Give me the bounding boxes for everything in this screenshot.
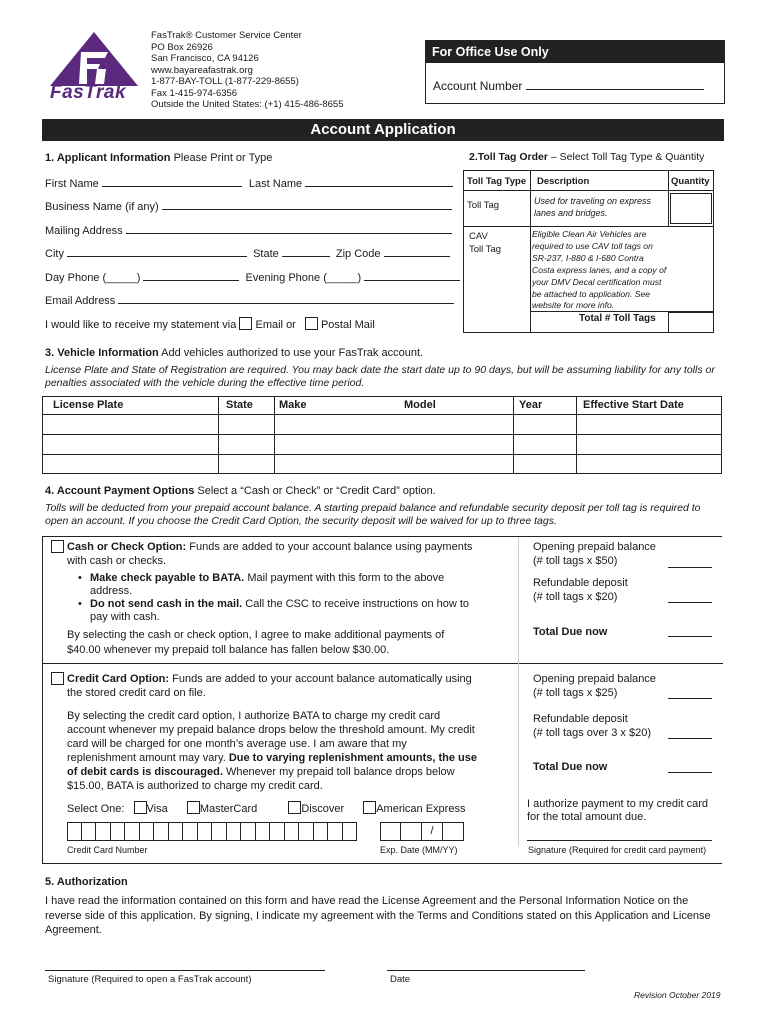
first-name-label: First Name [45,178,99,190]
col-effective-start-date: Effective Start Date [583,399,684,411]
mastercard-checkbox[interactable] [187,801,200,814]
page-title: Account Application [42,119,724,141]
first-name-field[interactable] [102,176,242,187]
cash-total-field[interactable] [668,626,712,637]
authorization-date-label: Date [390,974,411,985]
row2-type-cav: CAV [469,231,488,242]
city-field[interactable] [67,246,247,257]
vehicle-row-1[interactable] [43,415,721,434]
business-name-field[interactable] [162,199,452,210]
last-name-label: Last Name [248,178,303,190]
row2-quantity-field[interactable] [668,226,713,313]
cc-signature-line[interactable] [527,840,712,841]
toll-tag-table [463,170,714,333]
statement-mail-label: Postal Mail [320,319,375,331]
col-year: Year [519,399,543,411]
section5-title: 5. Authorization [45,876,128,888]
contact-block [151,30,381,111]
account-number-field[interactable] [526,79,704,90]
credit-card-checkbox[interactable] [51,672,64,685]
exp-date-boxes[interactable] [380,822,464,841]
col-toll-tag-type: Toll Tag Type [467,176,527,187]
city-line: San Francisco, CA 94126 [151,53,259,64]
authorization-signature-label: Signature (Required to open a FasTrak account) [48,974,252,985]
cash-total-label: Total Due now [533,626,608,638]
cc-deposit-formula: (# toll tags over 3 x $20) [533,726,652,739]
discover-label: Discover [301,803,345,815]
cc-authorization-text: By selecting the credit card option, I authorize BATA to charge my credit card account whenever my prepaid balance drops below the threshold amount. My credit card will be charged for one month’s average use. I am aware that my replenishment amount may vary. Due to varying replenishment amounts, the use of debit cards is discouraged. Whenever my prepaid toll balance drops below $15.00, BATA is authorized to charge my credit card. [67,710,477,793]
cash-deposit-field[interactable] [668,592,712,603]
vehicle-row-3[interactable] [43,455,721,473]
evening-phone-field[interactable] [364,270,460,281]
visa-label: Visa [146,803,168,815]
col-model: Model [404,399,436,411]
section4-subtitle: Select a “Cash or Check” or “Credit Card” option. [197,485,436,497]
email-field[interactable] [118,293,454,304]
cc-number-label: Credit Card Number [67,845,148,855]
account-number-label: Account Number [433,79,523,93]
authorization-date-line[interactable] [387,970,585,971]
row2-description: Eligible Clean Air Vehicles are required to use CAV toll tags on SR-237, I-880 & I-680 Contra Costa express lanes, and a copy of your DMV Decal certification must be attached to application. See website for more info. [532,229,667,311]
cash-option-text: Funds are added to your account balance using payments with cash or checks. [67,541,473,567]
cc-number-boxes[interactable] [67,822,357,841]
mastercard-label: MasterCard [199,803,258,815]
cc-opening-label: Opening prepaid balance [533,673,656,685]
row2-type-tag: Toll Tag [469,244,502,255]
section3-title: 3. Vehicle Information [45,347,159,359]
cc-deposit-field[interactable] [668,728,712,739]
authorize-payment-text: I authorize payment to my credit card for the total amount due. [527,798,708,823]
cc-option-title: Credit Card Option: [67,673,170,685]
email-label: Email Address [45,295,116,307]
cash-check-checkbox[interactable] [51,540,64,553]
section3-subtitle: Add vehicles authorized to use your FasTrak account. [161,347,424,359]
office-use-box [425,40,725,104]
statement-label: I would like to receive my statement via [45,319,237,331]
col-state: State [226,399,253,411]
last-name-field[interactable] [305,176,453,187]
section5-text: I have read the information contained on this form and have read the License Agreement and the Personal Information Notice on the reverse side of this application. By signing, I indicate my agreement with the Terms and Conditions stated on this Application and License Agreement. [45,895,711,936]
po-box: PO Box 26926 [151,41,213,53]
evening-phone-label: Evening Phone (_____) [245,272,362,284]
cash-deposit-formula: (# toll tags x $20) [533,590,618,603]
cc-total-field[interactable] [668,762,712,773]
cash-opening-field[interactable] [668,557,712,568]
cash-option-title: Cash or Check Option: [67,541,187,553]
website-link[interactable]: www.bayareafastrak.org [151,64,253,76]
col-make: Make [279,399,307,411]
cc-option-text: Funds are added to your account balance automatically using the stored credit card on file. [67,673,472,699]
logo-wordmark: FasTrak [50,82,127,103]
statement-or: or [286,319,296,331]
total-toll-tags-field[interactable] [668,311,669,332]
row1-description: Used for traveling on express lanes and bridges. [534,196,652,218]
amex-checkbox[interactable] [363,801,376,814]
statement-mail-checkbox[interactable] [305,317,318,330]
outside-us-phone: Outside the United States: (+1) 415-486-8655 [151,99,344,110]
mailing-address-field[interactable] [126,223,452,234]
cc-total-label: Total Due now [533,761,608,773]
cc-signature-label: Signature (Required for credit card payment) [528,845,707,855]
zip-label: Zip Code [335,248,381,260]
discover-checkbox[interactable] [288,801,301,814]
cash-opening-formula: (# toll tags x $50) [533,554,618,567]
cc-deposit-label: Refundable deposit [533,713,628,725]
exp-slash: / [422,822,443,841]
row1-type: Toll Tag [467,200,500,211]
exp-date-label: Exp. Date (MM/YY) [380,845,458,855]
row1-quantity-field[interactable] [670,193,712,224]
vehicle-row-2[interactable] [43,435,721,454]
cash-opening-label: Opening prepaid balance [533,541,656,553]
total-toll-tags-label: Total # Toll Tags [579,313,656,324]
amex-label: American Express [376,803,466,815]
section1-subtitle: Please Print or Type [173,152,273,164]
col-description: Description [537,176,590,187]
select-one-label: Select One: [67,803,125,815]
authorization-signature-line[interactable] [45,970,325,971]
section3-note: License Plate and State of Registration are required. You may back date the start date up to 90 days, but will be assuming liability for any tolls or penalties associated with the vehicle during the effective time period. [45,364,715,389]
center-name: FasTrak® Customer Service Center [151,30,302,41]
cc-opening-field[interactable] [668,688,712,699]
business-name-label: Business Name (if any) [45,201,159,213]
cash-agree-text: By selecting the cash or check option, I agree to make additional payments of $40.00 whenever my prepaid toll balance has fallen below $30.00. [67,629,445,656]
statement-email-checkbox[interactable] [239,317,252,330]
revision-note: Revision October 2019 [634,990,721,1000]
zip-field[interactable] [384,246,450,257]
fastrak-logo [48,30,140,104]
office-use-title: For Office Use Only [426,41,724,63]
cash-deposit-label: Refundable deposit [533,577,628,589]
city-label: City [45,248,64,260]
cash-bullet-2: • Do not send cash in the mail. Call the CSC to receive instructions on how to pay with cash. [76,598,486,624]
state-label: State [253,248,279,260]
section2-title: 2.Toll Tag Order [469,151,548,163]
fax: Fax 1-415-974-6356 [151,87,238,99]
visa-checkbox[interactable] [134,801,147,814]
phone: 1-877-BAY-TOLL (1-877-229-8655) [151,76,299,87]
day-phone-label: Day Phone (_____) [45,272,141,284]
section2-subtitle: – Select Toll Tag Type & Quantity [550,151,705,163]
section1-title: 1. Applicant Information [45,152,171,164]
cash-bullet-1: • Make check payable to BATA. Mail payment with this form to the above address. [76,572,486,598]
statement-email-label: Email [255,319,283,331]
cash-bullets [76,572,486,624]
vehicle-table [42,396,722,474]
section4-note: Tolls will be deducted from your prepaid account balance. A starting prepaid balance and refundable security deposit per toll tag is required to open an account. If you choose the Credit Card Option, the security deposit will be waived for up to three tags. [45,502,701,527]
col-license-plate: License Plate [53,399,124,411]
col-quantity: Quantity [671,176,710,187]
state-field[interactable] [282,246,330,257]
day-phone-field[interactable] [143,270,239,281]
section4-title: 4. Account Payment Options [45,485,195,497]
cc-opening-formula: (# toll tags x $25) [533,686,618,699]
mailing-address-label: Mailing Address [45,225,123,237]
